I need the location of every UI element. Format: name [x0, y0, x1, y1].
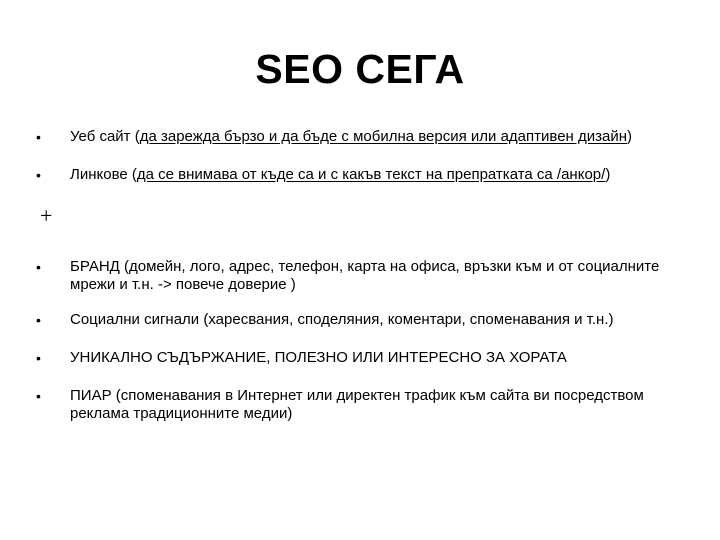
item-suffix: ) [605, 166, 611, 183]
bullet-icon: • [36, 312, 41, 328]
item-underlined-text: да се внимава от къде са и с какъв текст на препратката са /анкор/ [136, 166, 606, 183]
bullet-icon: • [36, 350, 41, 366]
slide-title: SEO СЕГА [255, 46, 465, 92]
item-underlined-text: да зарежда бързо и да бъде с мобилна версия или адаптивен дизайн [139, 128, 627, 145]
list-item-text: ПИАР (споменавания в Интернет или директен трафик към сайта ви посредством реклама традиционните медии) [70, 387, 644, 422]
list-item-text: Социални сигнали (харесвания, споделяния, коментари, споменавания и т.н.) [70, 311, 614, 328]
bullet-icon: • [36, 388, 41, 404]
bullet-icon: • [36, 259, 41, 275]
list-item-text [70, 166, 700, 184]
plus-icon: + [40, 203, 53, 228]
item-suffix: ) [627, 128, 632, 145]
list-item-text: УНИКАЛНО СЪДЪРЖАНИЕ, ПОЛЕЗНО ИЛИ ИНТЕРЕСНО ЗА ХОРАТА [70, 349, 567, 366]
item-prefix: Линкове ( [70, 166, 137, 183]
list-item-text [70, 128, 700, 146]
bullet-icon: • [36, 129, 41, 145]
item-prefix: Уеб сайт ( [70, 128, 140, 145]
bullet-icon: • [36, 167, 41, 183]
list-item-text: БРАНД (домейн, лого, адрес, телефон, карта на офиса, връзки към и от социалните мрежи и т.н. -> повече доверие ) [70, 258, 660, 293]
